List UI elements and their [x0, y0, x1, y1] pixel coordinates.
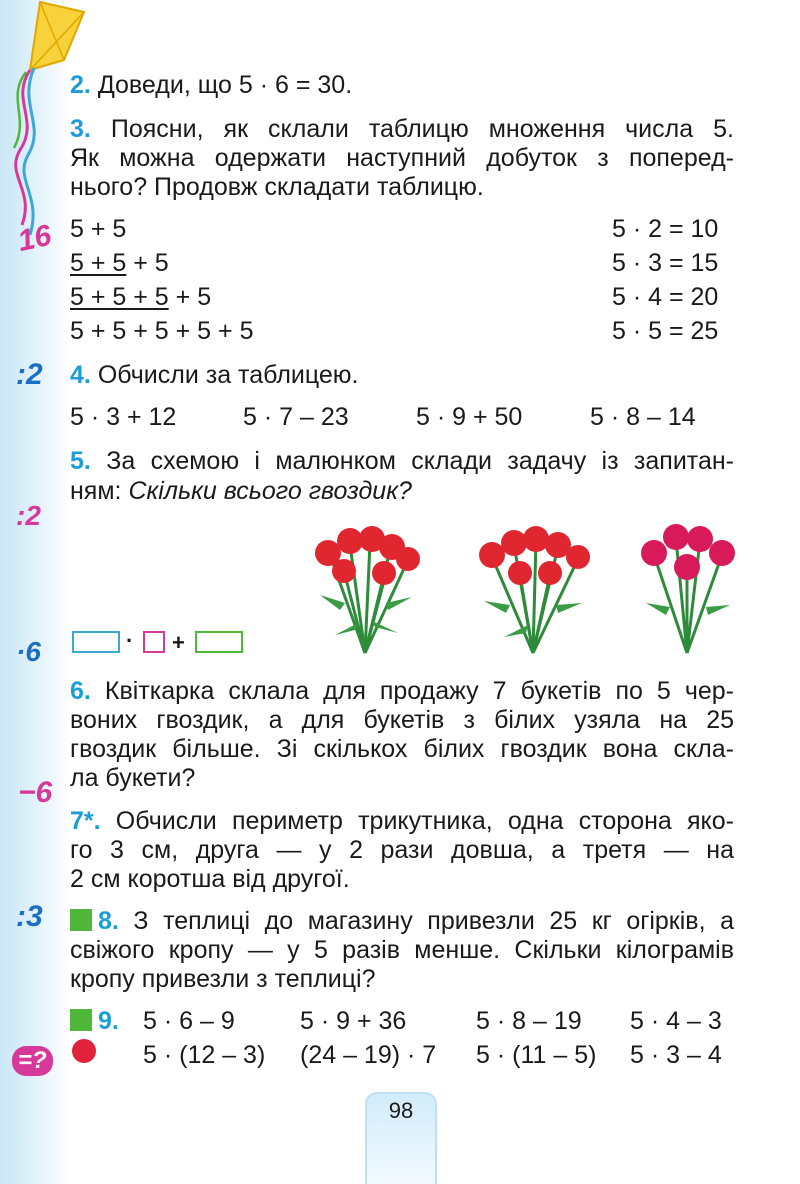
task-6-line-1	[70, 676, 734, 706]
task-7-number: 7*.	[70, 807, 101, 835]
task-3-text-1: Поясни, як склали таблицю множення числа 5.	[110, 115, 734, 143]
task-9-r1-expr-1: 5 · 6 – 9	[143, 1007, 235, 1035]
task-7-text-1: Обчисли периметр трикутника, одна сторона яко-	[115, 807, 734, 835]
task-9-header	[70, 1006, 119, 1036]
task-8-line-3: кропу привезли з теплиці?	[70, 965, 376, 993]
margin-label-question: =?	[12, 1046, 53, 1076]
task-7-line-2: го 3 см, друга — у 2 рази довша, а третя — на	[70, 836, 734, 864]
task-5-line-2: ням: Скільки всього гвоздик?	[70, 477, 412, 505]
task-8-text-1: З теплиці до магазину привезли 25 кг огірків, а	[133, 907, 734, 935]
task-8-number: 8.	[98, 907, 119, 935]
task-5-text-1: За схемою і малюнком склади задачу із запитан-	[106, 447, 735, 475]
task-5-question: Скільки всього гвоздик?	[128, 477, 412, 505]
margin-label-div3: :3	[16, 900, 43, 933]
task-6-line-3: гвоздик більше. Зі скількох білих гвоздик вона скла-	[70, 735, 734, 763]
scheme-box-pink	[143, 631, 165, 653]
task-3-line-2: Як можна одержати наступний добуток з поперед-	[70, 144, 734, 172]
sum-row-1: 5 + 5	[70, 215, 127, 243]
scheme-plus: +	[172, 630, 185, 655]
product-row-1: 5 · 2 = 10	[612, 215, 719, 243]
task-3-line-1	[70, 114, 734, 144]
task-4-expr-2: 5 · 7 – 23	[243, 403, 349, 431]
scheme-box-green	[195, 631, 243, 653]
task-7-line-1	[70, 806, 734, 836]
product-row-3: 5 · 4 = 20	[612, 283, 719, 311]
task-9-r2-expr-3: 5 · (11 – 5)	[476, 1041, 597, 1069]
task-9-r1-expr-3: 5 · 8 – 19	[476, 1007, 582, 1035]
sum-row-4: 5 + 5 + 5 + 5 + 5	[70, 317, 254, 345]
task-2-number: 2.	[70, 71, 91, 99]
carnation-bouquet-1	[300, 515, 430, 655]
margin-label-16: 16	[14, 218, 55, 259]
margin-label-mul6: ·6	[16, 636, 41, 667]
green-square-icon	[70, 909, 92, 931]
task-2	[70, 70, 352, 100]
task-4-expr-4: 5 · 8 – 14	[590, 403, 696, 431]
task-5-line-1	[70, 446, 734, 476]
margin-label-div2-b: :2	[16, 500, 41, 531]
task-3-number: 3.	[70, 115, 91, 143]
green-square-icon	[70, 1009, 92, 1031]
task-9-r1-expr-2: 5 · 9 + 36	[300, 1007, 407, 1035]
product-row-2: 5 · 3 = 15	[612, 249, 719, 277]
task-4	[70, 360, 359, 390]
task-9-r2-expr-1: 5 · (12 – 3)	[143, 1041, 266, 1069]
sum-row-2: 5 + 5 + 5	[70, 249, 169, 277]
task-6-text-1: Квіткарка склала для продажу 7 букетів по 5 чер-	[104, 677, 734, 705]
task-4-expr-3: 5 · 9 + 50	[416, 403, 523, 431]
margin-label-div2-a: :2	[16, 358, 43, 391]
sum-row-3: 5 + 5 + 5 + 5	[70, 283, 212, 311]
red-dot-icon	[72, 1039, 96, 1063]
task-9-r2-expr-4: 5 · 3 – 4	[630, 1041, 722, 1069]
task-4-number: 4.	[70, 361, 91, 389]
carnation-bouquet-3	[632, 515, 742, 655]
page-number: 98	[365, 1092, 437, 1184]
carnation-bouquet-2	[468, 515, 598, 655]
margin-label-minus6: −6	[18, 776, 53, 809]
scheme-dot: ·	[126, 628, 134, 653]
task-4-expr-1: 5 · 3 + 12	[70, 403, 177, 431]
task-4-text: Обчисли за таблицею.	[97, 361, 359, 389]
product-row-4: 5 · 5 = 25	[612, 317, 719, 345]
task-2-text: Доведи, що 5 · 6 = 30.	[97, 71, 353, 99]
task-7-line-3: 2 см коротша від другої.	[70, 865, 350, 893]
task-8-line-2: свіжого кропу — у 5 разів менше. Скільки кілограмів	[70, 936, 734, 964]
task-8-line-1	[70, 906, 734, 936]
task-9-r2-expr-2: (24 – 19) · 7	[300, 1041, 437, 1069]
task-5-number: 5.	[70, 447, 91, 475]
task-6-number: 6.	[70, 677, 91, 705]
task-3-line-3: нього? Продовж складати таблицю.	[70, 173, 484, 201]
task-9-r1-expr-4: 5 · 4 – 3	[630, 1007, 722, 1035]
task-6-line-2: воних гвоздик, а для букетів з білих узяла на 25	[70, 706, 734, 734]
task-6-line-4: ла букети?	[70, 764, 196, 792]
scheme-box-blue	[72, 631, 120, 653]
task-9-number: 9.	[98, 1007, 119, 1035]
